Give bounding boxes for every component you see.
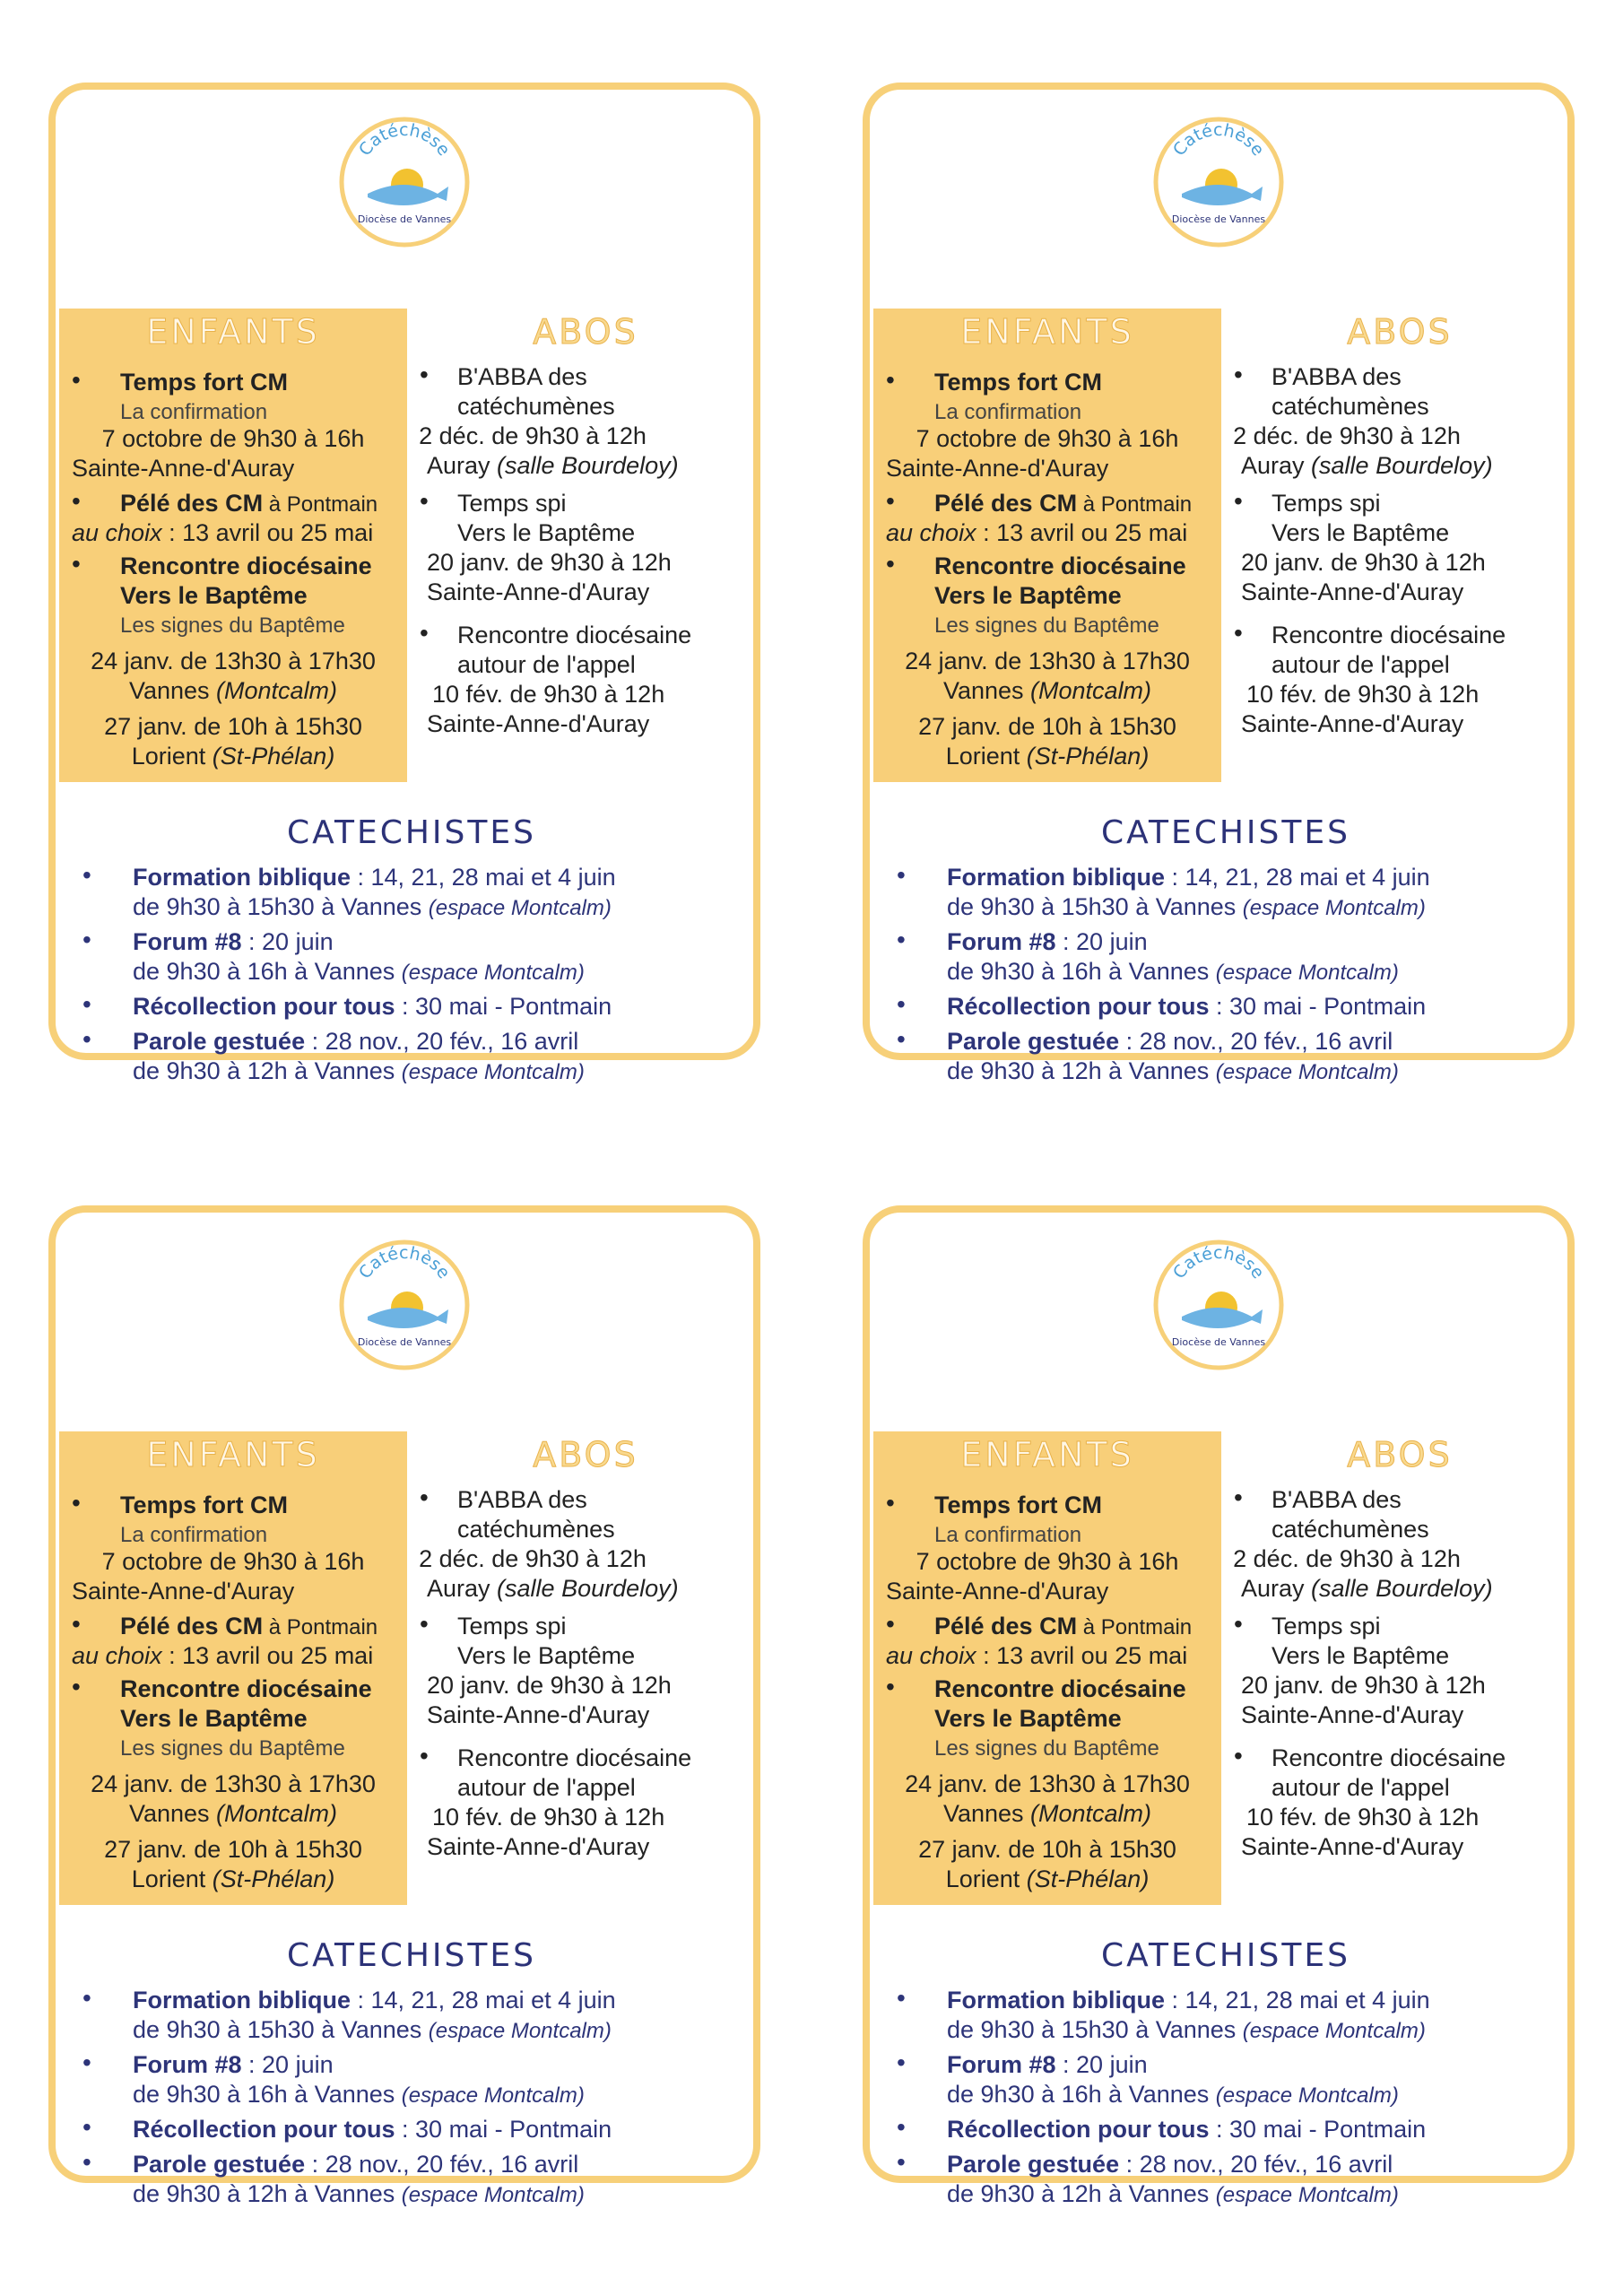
bullet: • xyxy=(886,487,895,515)
event-sub: La confirmation xyxy=(934,400,1082,424)
event-date: 10 fév. de 9h30 à 12h xyxy=(1246,681,1480,708)
event-date: 24 janv. de 13h30 à 17h30 xyxy=(905,1770,1190,1797)
event-name-2: autour de l'appel xyxy=(457,1774,636,1801)
event-place: Vannes (Montcalm) xyxy=(128,1800,338,1827)
event-card xyxy=(48,83,760,1084)
bullet: • xyxy=(72,366,81,394)
logo-sub: Diocèse de Vannes xyxy=(357,1336,452,1348)
event-date: 7 octobre de 9h30 à 16h xyxy=(916,1548,1179,1575)
event-name: Pélé des CM à Pontmain xyxy=(120,1613,378,1639)
event-name-2: autour de l'appel xyxy=(1271,1774,1450,1801)
event-date: 27 janv. de 10h à 15h30 xyxy=(104,713,362,740)
bullet: • xyxy=(1234,1483,1243,1511)
event-name: Récollection pour tous : 30 mai - Pontmain xyxy=(133,993,612,1020)
event-date: 20 janv. de 9h30 à 12h xyxy=(427,1672,672,1699)
bullet: • xyxy=(1234,487,1243,515)
event-name: Parole gestuée : 28 nov., 20 fév., 16 avril xyxy=(133,2151,579,2178)
event-place: Auray (salle Bourdeloy) xyxy=(427,1575,679,1602)
event-name: Temps fort CM xyxy=(120,1492,288,1518)
event-date: de 9h30 à 16h à Vannes (espace Montcalm) xyxy=(947,958,1399,985)
event-date: 27 janv. de 10h à 15h30 xyxy=(918,713,1176,740)
event-date: au choix : 13 avril ou 25 mai xyxy=(72,1642,374,1669)
event-date: de 9h30 à 12h à Vannes (espace Montcalm) xyxy=(947,1057,1399,1084)
bullet: • xyxy=(1234,361,1243,388)
event-date: 7 octobre de 9h30 à 16h xyxy=(101,1548,365,1575)
event-name: Forum #8 : 20 juin xyxy=(133,928,334,955)
event-date: 2 déc. de 9h30 à 12h xyxy=(419,422,647,449)
event-date: de 9h30 à 16h à Vannes (espace Montcalm) xyxy=(133,2081,585,2108)
event-name-2: catéchumènes xyxy=(1271,1516,1429,1543)
event-name: Rencontre diocésaine xyxy=(457,622,692,648)
event-date: de 9h30 à 12h à Vannes (espace Montcalm) xyxy=(947,2180,1399,2207)
event-name: Rencontre diocésaine xyxy=(934,1675,1186,1702)
event-card xyxy=(863,83,1575,1084)
event-place: Sainte-Anne-d'Auray xyxy=(427,710,650,737)
event-date: au choix : 13 avril ou 25 mai xyxy=(886,519,1188,546)
event-name: Forum #8 : 20 juin xyxy=(947,2051,1148,2078)
event-name-2: Vers le Baptême xyxy=(934,1705,1122,1732)
event-date: 20 janv. de 9h30 à 12h xyxy=(427,549,672,576)
event-name: Temps spi xyxy=(1271,490,1381,517)
event-name-2: Vers le Baptême xyxy=(457,519,636,546)
event-date: au choix : 13 avril ou 25 mai xyxy=(886,1642,1188,1669)
event-date: 7 octobre de 9h30 à 16h xyxy=(916,425,1179,452)
bullet: • xyxy=(886,1610,895,1638)
bullet: • xyxy=(897,926,906,953)
event-place: Sainte-Anne-d'Auray xyxy=(1241,1833,1464,1860)
event-name: Rencontre diocésaine xyxy=(120,1675,372,1702)
event-sub: Les signes du Baptême xyxy=(934,613,1159,638)
event-name: Temps fort CM xyxy=(934,369,1102,396)
event-place: Sainte-Anne-d'Auray xyxy=(427,578,650,605)
event-date: 2 déc. de 9h30 à 12h xyxy=(1233,1545,1461,1572)
event-place: Auray (salle Bourdeloy) xyxy=(427,452,679,479)
event-place: Sainte-Anne-d'Auray xyxy=(1241,578,1464,605)
event-place: Auray (salle Bourdeloy) xyxy=(1241,452,1493,479)
event-place: Lorient (St-Phélan) xyxy=(945,1866,1150,1892)
event-name: Pélé des CM à Pontmain xyxy=(120,490,378,517)
event-name-2: autour de l'appel xyxy=(1271,651,1450,678)
event-name: Récollection pour tous : 30 mai - Pontmain xyxy=(133,2116,612,2143)
event-place: Vannes (Montcalm) xyxy=(942,1800,1152,1827)
logo-sub: Diocèse de Vannes xyxy=(1171,1336,1266,1348)
enfants-title: ENFANTS xyxy=(960,1435,1134,1474)
event-date: 24 janv. de 13h30 à 17h30 xyxy=(91,648,376,674)
event-name: B'ABBA des xyxy=(457,1486,587,1513)
abos-title: ABOS xyxy=(1347,1435,1453,1474)
event-name: Formation biblique : 14, 21, 28 mai et 4 juin xyxy=(947,1987,1430,2013)
event-date: 20 janv. de 9h30 à 12h xyxy=(1241,1672,1486,1699)
bullet: • xyxy=(420,1483,429,1511)
catechistes-title: CATECHISTES xyxy=(287,1937,536,1974)
bullet: • xyxy=(1234,1610,1243,1638)
event-place: Sainte-Anne-d'Auray xyxy=(1241,1701,1464,1728)
bullet: • xyxy=(72,1489,81,1517)
bullet: • xyxy=(897,990,906,1018)
event-name-2: autour de l'appel xyxy=(457,651,636,678)
event-date: de 9h30 à 15h30 à Vannes (espace Montcalm) xyxy=(133,893,612,920)
event-date: de 9h30 à 16h à Vannes (espace Montcalm) xyxy=(947,2081,1399,2108)
bullet: • xyxy=(72,487,81,515)
event-date: 10 fév. de 9h30 à 12h xyxy=(1246,1804,1480,1831)
event-name: B'ABBA des xyxy=(1271,363,1402,390)
bullet: • xyxy=(82,2048,91,2076)
logo-word: Catéchèse xyxy=(354,119,455,160)
event-name: Temps fort CM xyxy=(120,369,288,396)
abos-title: ABOS xyxy=(533,312,638,352)
event-place: Lorient (St-Phélan) xyxy=(131,743,335,770)
catechese-logo xyxy=(1151,1238,1286,1372)
event-name-2: Vers le Baptême xyxy=(120,582,308,609)
event-date: de 9h30 à 15h30 à Vannes (espace Montcalm) xyxy=(947,2016,1426,2043)
event-place: Vannes (Montcalm) xyxy=(942,677,1152,704)
bullet: • xyxy=(82,2148,91,2176)
event-date: de 9h30 à 12h à Vannes (espace Montcalm) xyxy=(133,2180,585,2207)
event-name-2: Vers le Baptême xyxy=(1271,519,1450,546)
catechese-logo xyxy=(1151,115,1286,249)
event-card xyxy=(48,1205,760,2207)
event-name: Rencontre diocésaine xyxy=(120,552,372,579)
catechese-logo xyxy=(337,115,472,249)
event-name: Rencontre diocésaine xyxy=(1271,1744,1506,1771)
event-name: Rencontre diocésaine xyxy=(934,552,1186,579)
event-name: Parole gestuée : 28 nov., 20 fév., 16 avril xyxy=(133,1028,579,1055)
event-name-2: Vers le Baptême xyxy=(120,1705,308,1732)
bullet: • xyxy=(420,487,429,515)
bullet: • xyxy=(82,1984,91,2012)
event-place: Sainte-Anne-d'Auray xyxy=(886,1578,1109,1605)
logo-word: Catéchèse xyxy=(1168,1242,1269,1283)
event-place: Sainte-Anne-d'Auray xyxy=(72,455,295,482)
event-name: Parole gestuée : 28 nov., 20 fév., 16 avril xyxy=(947,2151,1393,2178)
event-name: Formation biblique : 14, 21, 28 mai et 4 juin xyxy=(947,864,1430,891)
event-sub: La confirmation xyxy=(120,1523,268,1547)
event-place: Lorient (St-Phélan) xyxy=(945,743,1150,770)
bullet: • xyxy=(897,861,906,889)
event-sub: Les signes du Baptême xyxy=(934,1736,1159,1761)
event-place: Sainte-Anne-d'Auray xyxy=(1241,710,1464,737)
catechistes-title: CATECHISTES xyxy=(287,814,536,851)
event-sub: Les signes du Baptême xyxy=(120,1736,345,1761)
event-name: B'ABBA des xyxy=(1271,1486,1402,1513)
bullet: • xyxy=(897,2148,906,2176)
bullet: • xyxy=(420,619,429,647)
event-name-2: Vers le Baptême xyxy=(934,582,1122,609)
event-sub: Les signes du Baptême xyxy=(120,613,345,638)
event-place: Vannes (Montcalm) xyxy=(128,677,338,704)
event-name: Récollection pour tous : 30 mai - Pontmain xyxy=(947,2116,1427,2143)
event-date: 2 déc. de 9h30 à 12h xyxy=(1233,422,1461,449)
event-sub: La confirmation xyxy=(120,400,268,424)
event-sub: La confirmation xyxy=(934,1523,1082,1547)
bullet: • xyxy=(886,366,895,394)
event-name: Temps spi xyxy=(457,490,567,517)
event-name: Récollection pour tous : 30 mai - Pontmain xyxy=(947,993,1427,1020)
logo-sub: Diocèse de Vannes xyxy=(1171,213,1266,225)
event-place: Sainte-Anne-d'Auray xyxy=(72,1578,295,1605)
logo-sub: Diocèse de Vannes xyxy=(357,213,452,225)
enfants-title: ENFANTS xyxy=(146,1435,320,1474)
event-name-2: catéchumènes xyxy=(457,1516,615,1543)
event-date: 10 fév. de 9h30 à 12h xyxy=(432,681,665,708)
bullet: • xyxy=(1234,619,1243,647)
event-date: 24 janv. de 13h30 à 17h30 xyxy=(905,648,1190,674)
logo-word: Catéchèse xyxy=(1168,119,1269,160)
bullet: • xyxy=(897,1025,906,1053)
bullet: • xyxy=(897,1984,906,2012)
event-name: Temps spi xyxy=(1271,1613,1381,1639)
event-date: au choix : 13 avril ou 25 mai xyxy=(72,519,374,546)
event-date: 27 janv. de 10h à 15h30 xyxy=(104,1836,362,1863)
event-name: Temps spi xyxy=(457,1613,567,1639)
event-name: Pélé des CM à Pontmain xyxy=(934,1613,1193,1639)
catechistes-title: CATECHISTES xyxy=(1101,814,1350,851)
event-place: Sainte-Anne-d'Auray xyxy=(427,1701,650,1728)
abos-title: ABOS xyxy=(533,1435,638,1474)
event-name: Forum #8 : 20 juin xyxy=(133,2051,334,2078)
event-name-2: Vers le Baptême xyxy=(1271,1642,1450,1669)
event-name: Temps fort CM xyxy=(934,1492,1102,1518)
event-place: Sainte-Anne-d'Auray xyxy=(427,1833,650,1860)
event-place: Lorient (St-Phélan) xyxy=(131,1866,335,1892)
event-name-2: catéchumènes xyxy=(1271,393,1429,420)
bullet: • xyxy=(82,2113,91,2141)
event-name: B'ABBA des xyxy=(457,363,587,390)
bullet: • xyxy=(420,1742,429,1770)
bullet: • xyxy=(82,861,91,889)
event-name-2: Vers le Baptême xyxy=(457,1642,636,1669)
catechese-logo xyxy=(337,1238,472,1372)
bullet: • xyxy=(82,1025,91,1053)
event-name: Formation biblique : 14, 21, 28 mai et 4 juin xyxy=(133,1987,616,2013)
bullet: • xyxy=(82,990,91,1018)
event-name: Rencontre diocésaine xyxy=(457,1744,692,1771)
enfants-title: ENFANTS xyxy=(146,312,320,352)
event-name: Pélé des CM à Pontmain xyxy=(934,490,1193,517)
bullet: • xyxy=(72,550,81,578)
enfants-title: ENFANTS xyxy=(960,312,1134,352)
bullet: • xyxy=(82,926,91,953)
bullet: • xyxy=(886,1489,895,1517)
bullet: • xyxy=(420,361,429,388)
bullet: • xyxy=(886,1673,895,1700)
event-name-2: catéchumènes xyxy=(457,393,615,420)
bullet: • xyxy=(897,2048,906,2076)
event-name: Forum #8 : 20 juin xyxy=(947,928,1148,955)
event-name: Formation biblique : 14, 21, 28 mai et 4 juin xyxy=(133,864,616,891)
event-date: 7 octobre de 9h30 à 16h xyxy=(101,425,365,452)
bullet: • xyxy=(72,1610,81,1638)
event-date: 27 janv. de 10h à 15h30 xyxy=(918,1836,1176,1863)
bullet: • xyxy=(897,2113,906,2141)
catechistes-title: CATECHISTES xyxy=(1101,1937,1350,1974)
event-date: de 9h30 à 16h à Vannes (espace Montcalm) xyxy=(133,958,585,985)
event-card xyxy=(863,1205,1575,2207)
bullet: • xyxy=(72,1673,81,1700)
event-date: de 9h30 à 15h30 à Vannes (espace Montcalm) xyxy=(947,893,1426,920)
abos-title: ABOS xyxy=(1347,312,1453,352)
bullet: • xyxy=(420,1610,429,1638)
bullet: • xyxy=(1234,1742,1243,1770)
logo-word: Catéchèse xyxy=(354,1242,455,1283)
event-date: 24 janv. de 13h30 à 17h30 xyxy=(91,1770,376,1797)
event-date: 10 fév. de 9h30 à 12h xyxy=(432,1804,665,1831)
event-name: Parole gestuée : 28 nov., 20 fév., 16 avril xyxy=(947,1028,1393,1055)
event-date: 2 déc. de 9h30 à 12h xyxy=(419,1545,647,1572)
event-date: de 9h30 à 12h à Vannes (espace Montcalm) xyxy=(133,1057,585,1084)
event-name: Rencontre diocésaine xyxy=(1271,622,1506,648)
bullet: • xyxy=(886,550,895,578)
event-date: 20 janv. de 9h30 à 12h xyxy=(1241,549,1486,576)
event-place: Auray (salle Bourdeloy) xyxy=(1241,1575,1493,1602)
event-date: de 9h30 à 15h30 à Vannes (espace Montcalm) xyxy=(133,2016,612,2043)
event-place: Sainte-Anne-d'Auray xyxy=(886,455,1109,482)
